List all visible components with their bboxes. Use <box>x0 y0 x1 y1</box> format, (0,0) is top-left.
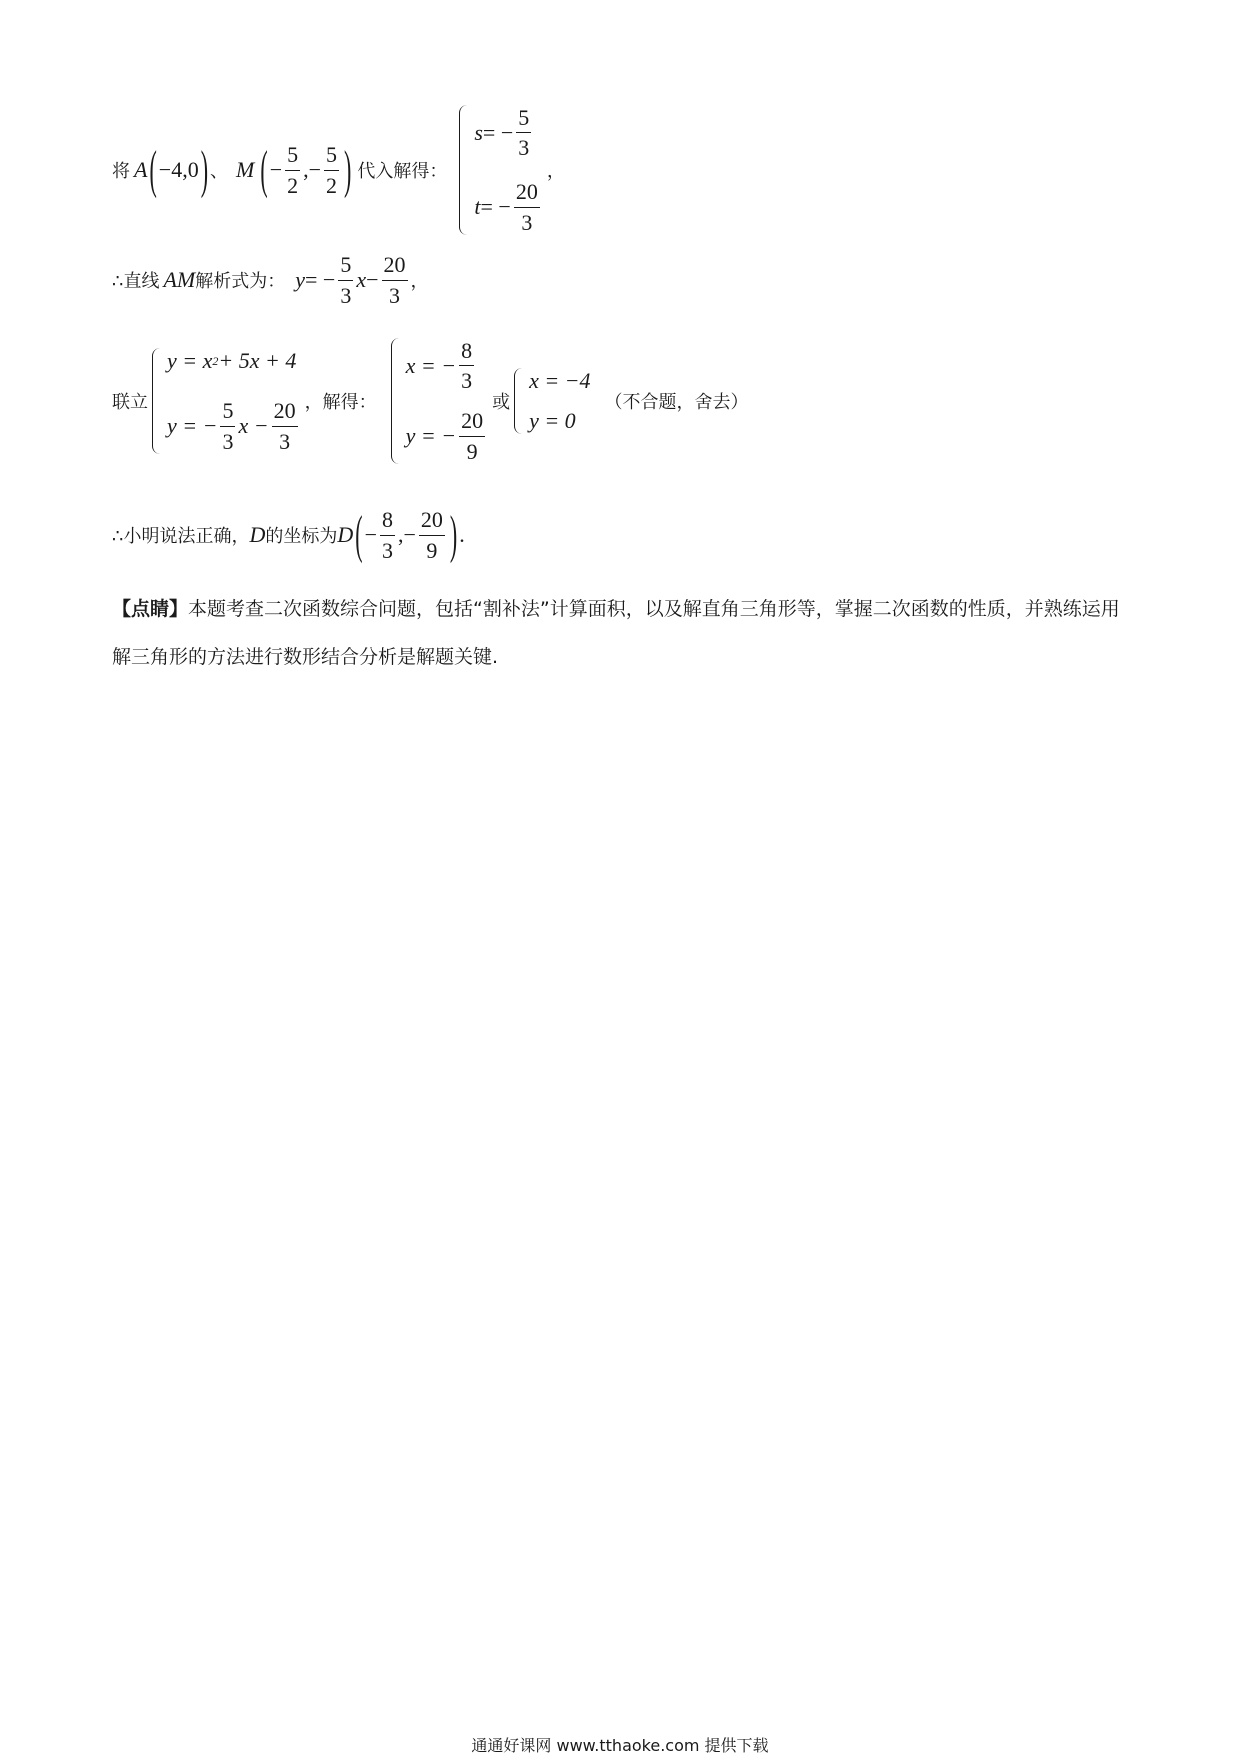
system-row: x = − $\frac{8}{3}$ <box>405 338 473 394</box>
paren-open: ( <box>355 503 363 564</box>
page-footer: 通通好课网 www.tthaoke.com 提供下载 <box>471 1736 769 1755</box>
minus: − <box>366 267 379 292</box>
system-row: y = x 2 + 5x + 4 <box>167 348 297 373</box>
brace <box>152 348 163 454</box>
system-row: y = 0 <box>529 408 576 433</box>
system-row: t = − $\frac{20}{3}$ <box>474 179 538 235</box>
fraction: $\frac{5}{2}$ <box>326 142 338 198</box>
fraction: $\frac{8}{3}$ <box>381 507 393 563</box>
text-prefix: 将 <box>112 161 130 182</box>
end-period: . <box>459 522 465 547</box>
line-simultaneous <box>112 336 749 466</box>
line-am-equation <box>112 240 429 320</box>
point-a-label: A <box>134 157 148 182</box>
trail: ， <box>546 161 565 182</box>
text-or: 或 <box>492 392 511 413</box>
mx-sign: − <box>269 157 283 182</box>
y-sign: − <box>403 522 416 547</box>
comma: , <box>303 157 309 182</box>
eq: = − <box>304 267 336 292</box>
text-note: （不合题，舍去） <box>604 392 749 413</box>
var-y: y <box>295 267 305 292</box>
paren-open: ( <box>149 138 157 199</box>
text-prefix: ∴直线 <box>112 271 160 292</box>
paren-open: ( <box>260 138 268 199</box>
my-sign: − <box>308 157 322 182</box>
brace <box>514 368 525 434</box>
text-prefix: ∴小明说法正确， <box>112 526 250 547</box>
fraction: $\frac{5}{3}$ <box>340 252 352 308</box>
point-a-coords: −4,0 <box>158 157 199 182</box>
paren-close: ) <box>200 138 209 199</box>
comment-text: 本题考查二次函数综合问题，包括“割补法”计算面积，以及解直角三角形等，掌握二次函数的性质，并熟练运用解三角形的方法进行数形结合分析是解题关键. <box>112 598 1120 668</box>
point-m-label: M <box>236 157 255 182</box>
brace <box>459 105 470 235</box>
var-x: x <box>356 267 367 292</box>
paren-close: ) <box>344 138 352 199</box>
equation-system <box>459 105 542 235</box>
point-d-label: D <box>337 522 354 547</box>
system-row: y = − $\frac{5}{3}$ x − $\frac{20}{3}$ <box>167 398 296 454</box>
text-after: 代入解得： <box>357 161 448 182</box>
fraction: $\frac{20}{3}$ <box>383 252 406 308</box>
x-sign: − <box>364 522 377 547</box>
line-substitution <box>112 100 565 240</box>
comment-tag: 【点睛】 <box>112 598 189 620</box>
comma: , <box>397 522 404 547</box>
line-am-label: AM <box>163 267 196 292</box>
paren-close: ) <box>449 503 458 564</box>
system-row: x = −4 <box>529 368 591 393</box>
equation-system <box>152 348 301 454</box>
trail: ， <box>410 271 429 292</box>
separator: 、 <box>210 161 229 182</box>
fraction: $\frac{5}{2}$ <box>287 142 299 198</box>
text-label: 解析式为： <box>195 271 286 292</box>
text-prefix: 联立 <box>112 392 148 413</box>
solution-system <box>391 338 488 464</box>
brace <box>391 338 402 464</box>
text-mid: ，解得： <box>304 392 377 413</box>
system-row: s = − $\frac{5}{3}$ <box>474 105 530 161</box>
system-row: y = − $\frac{20}{9}$ <box>405 408 484 464</box>
line-conclusion <box>112 490 465 580</box>
fraction: $\frac{20}{9}$ <box>420 507 443 563</box>
text-middle: 的坐标为 <box>265 526 338 547</box>
solution-system <box>514 368 590 434</box>
comment-paragraph <box>112 585 1128 681</box>
point-d-label: D <box>249 522 266 547</box>
